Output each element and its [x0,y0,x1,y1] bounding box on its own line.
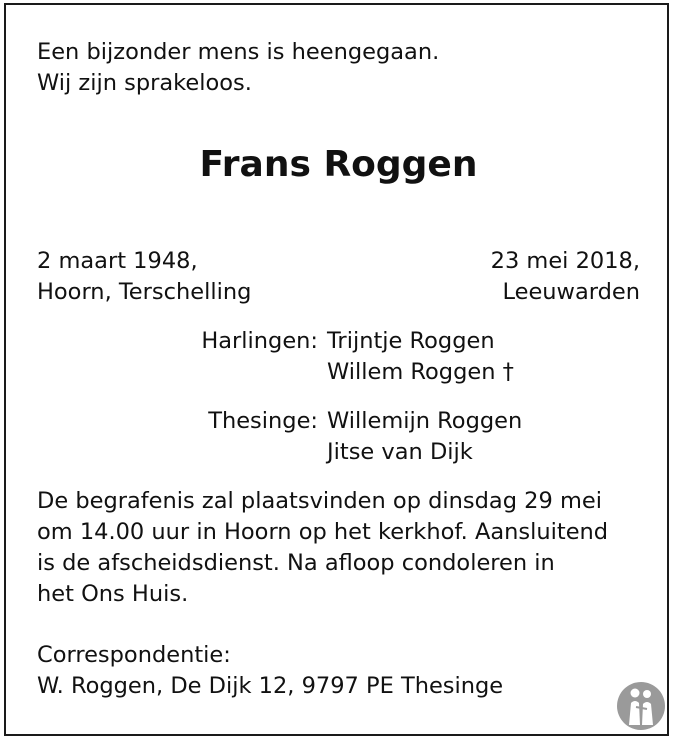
family-member: Trijntje Roggen [327,328,495,354]
intro-line-2: Wij zijn sprakeloos. [37,70,252,96]
memorial-figures-icon [616,681,666,731]
correspondence-address: W. Roggen, De Dijk 12, 9797 PE Thesinge [37,673,504,699]
family-place-harlingen: Harlingen: [201,328,318,354]
funeral-line-2: om 14.00 uur in Hoorn op het kerkhof. Aansluitend [37,519,609,545]
death-date: 23 mei 2018, [490,248,640,274]
intro-line-1: Een bijzonder mens is heengegaan. [37,39,440,65]
funeral-line-3: is de afscheidsdienst. Na afloop condoleren in [37,550,555,576]
family-member: Willemijn Roggen [327,408,523,434]
funeral-line-4: het Ons Huis. [37,581,189,607]
family-member: Willem Roggen † [327,359,514,385]
family-member: Jitse van Dijk [327,439,473,465]
funeral-line-1: De begrafenis zal plaatsvinden op dinsdag 29 mei [37,488,602,514]
family-place-thesinge: Thesinge: [208,408,318,434]
deceased-name: Frans Roggen [199,144,478,185]
birth-place: Hoorn, Terschelling [37,279,252,305]
death-place: Leeuwarden [502,279,640,305]
birth-date: 2 maart 1948, [37,248,198,274]
correspondence-label: Correspondentie: [37,642,231,668]
